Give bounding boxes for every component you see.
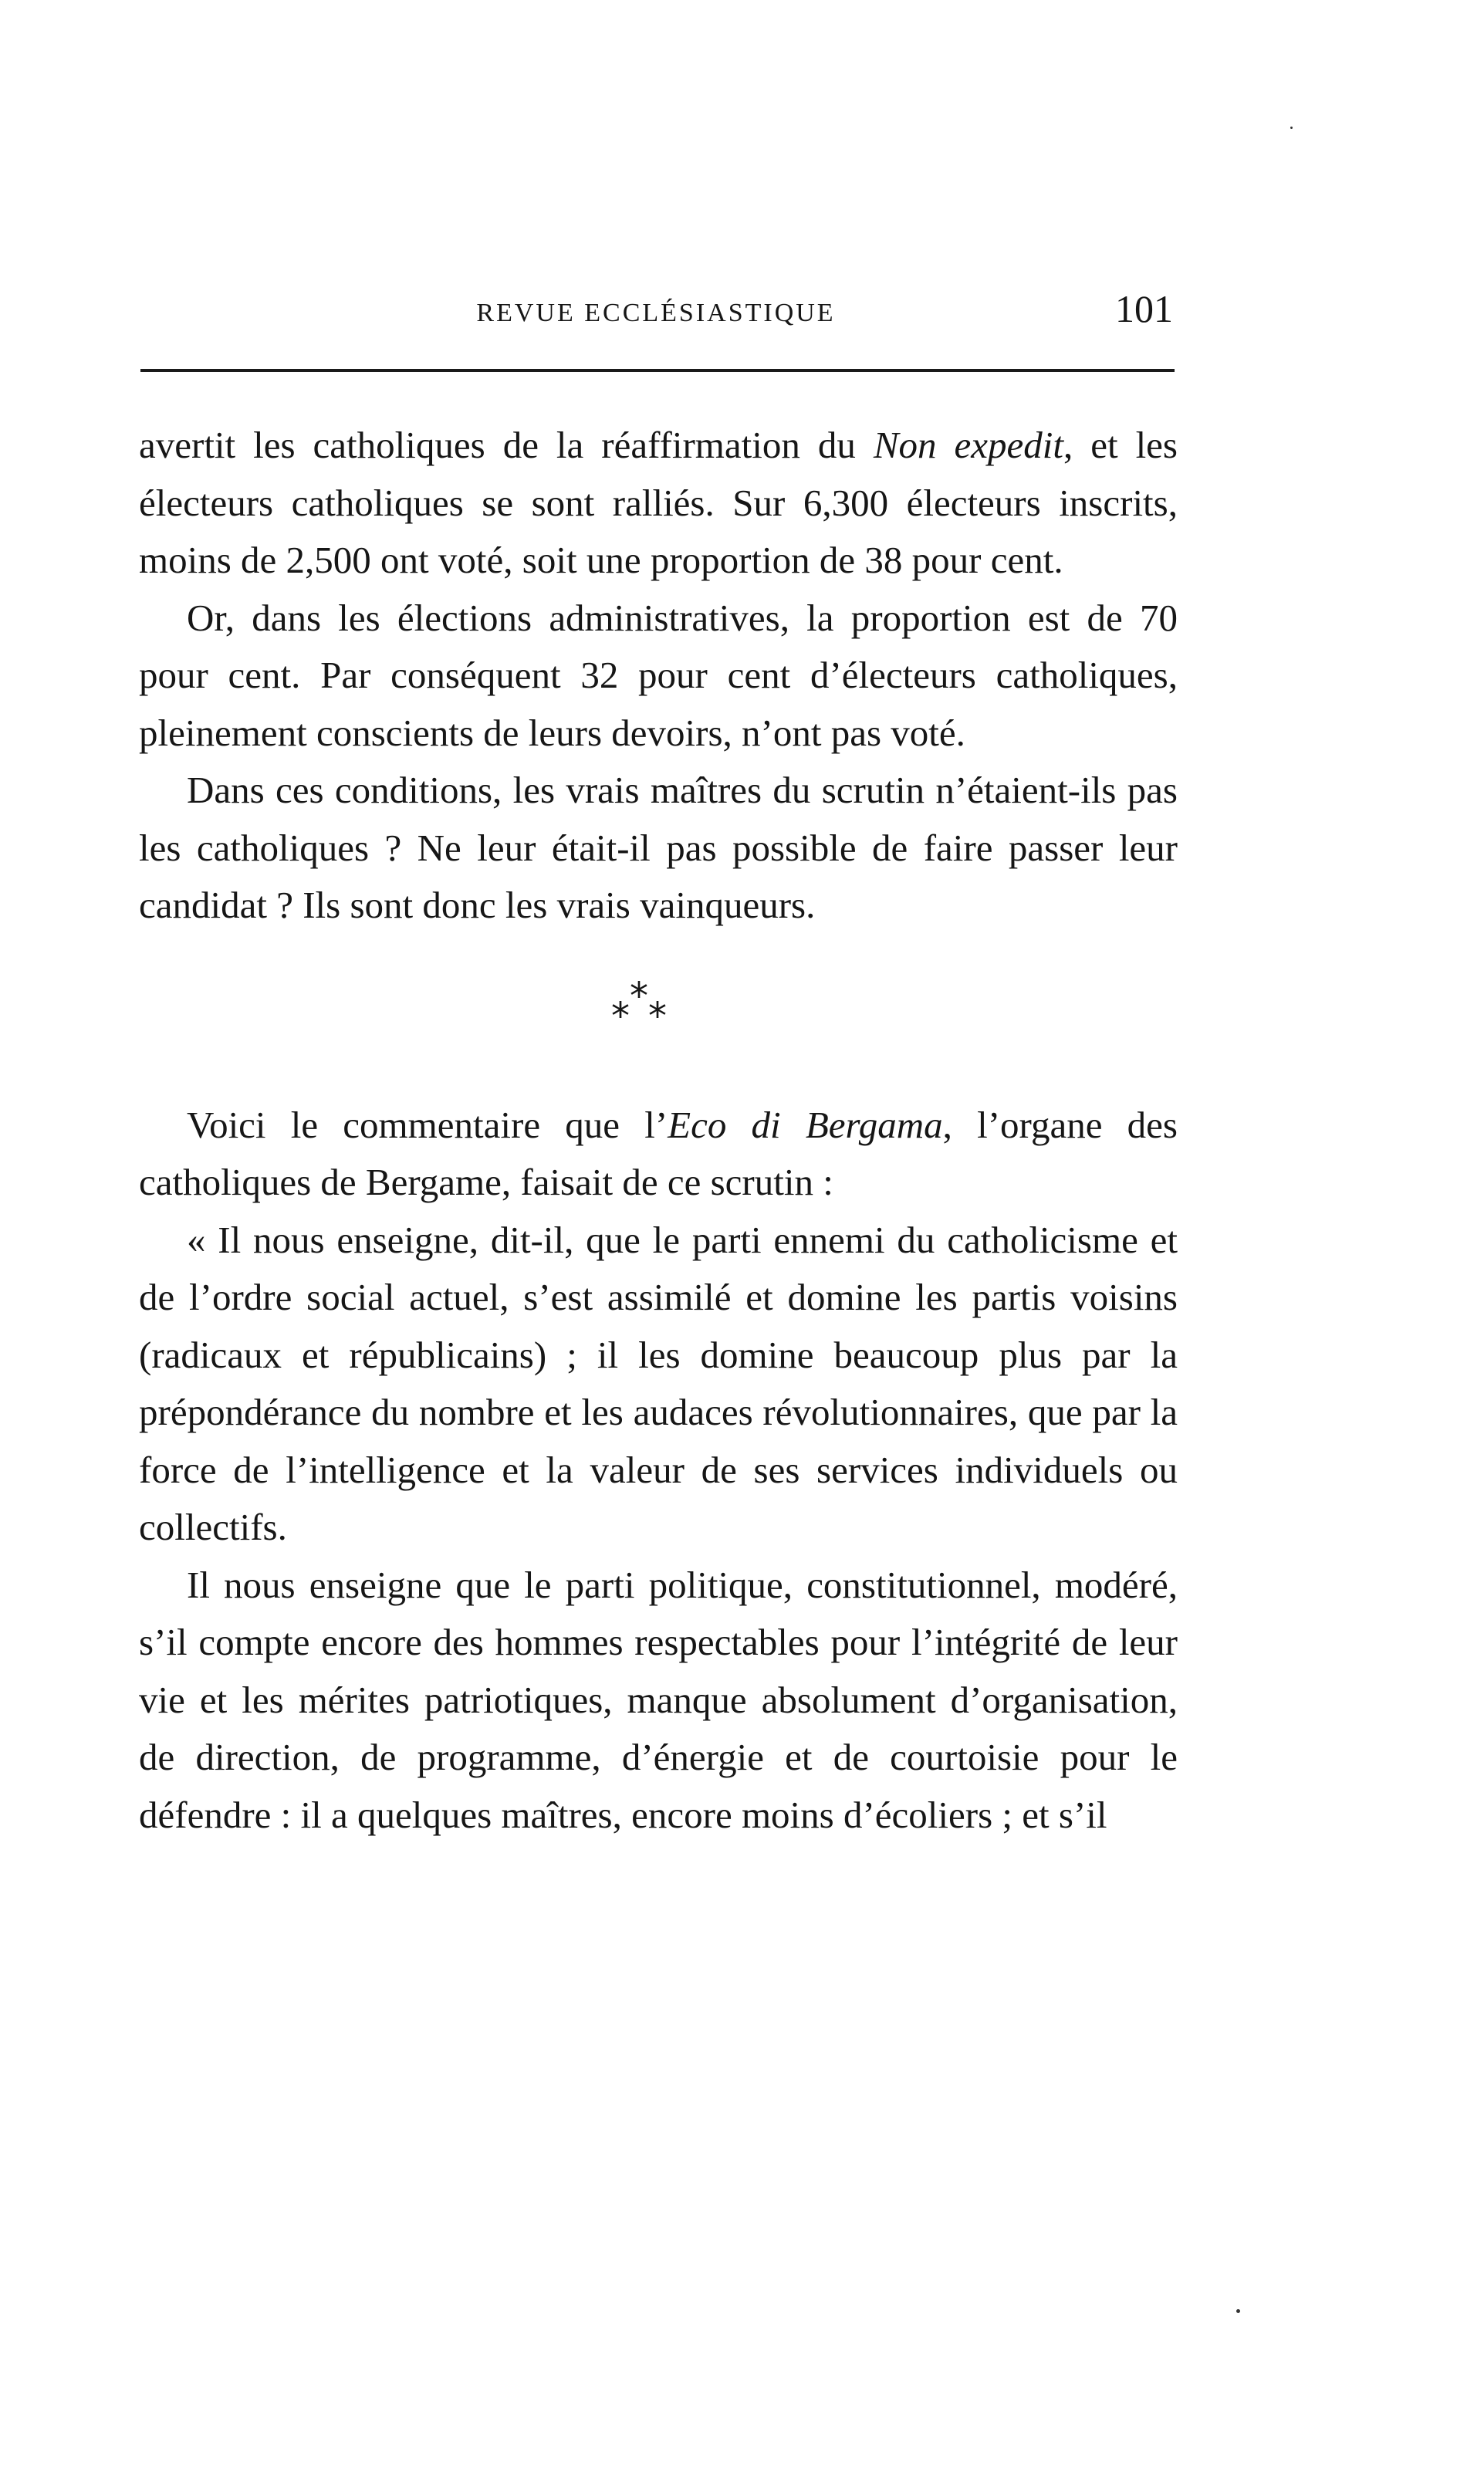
running-title: REVUE ECCLÉSIASTIQUE — [476, 299, 836, 327]
italic-term: Non expedit — [873, 424, 1063, 466]
paragraph-text: Voici le commentaire que l’ — [187, 1103, 668, 1146]
paragraph — [139, 417, 1178, 590]
paragraph: Or, dans les élections administratives, la proportion est de 70 pour cent. Par conséquent 32 pour cent d’électeurs catholiques, pleinement conscients de leurs devoirs, n’ont pas voté. — [139, 596, 1178, 754]
scan-speck — [1290, 127, 1293, 129]
separator-star: * — [611, 994, 630, 1038]
section-separator — [139, 935, 1178, 1097]
paragraph-text: , l’organe des catholiques de Bergame, faisait de ce scrutin : — [139, 1103, 1178, 1203]
italic-term: Eco di Bergama — [668, 1103, 943, 1146]
body-text — [139, 417, 1178, 1844]
page-number: 101 — [1115, 287, 1173, 330]
paragraph — [139, 1097, 1178, 1212]
paragraph-text: avertit les catholiques de la réaffirmation du — [139, 424, 874, 466]
separator-star: * — [630, 974, 648, 1018]
paragraph: Dans ces conditions, les vrais maîtres du scrutin n’étaient-ils pas les catholiques ? Ne leur était-il pas possible de faire passer leur candidat ? Ils sont donc les vrais vainqueurs. — [139, 769, 1178, 926]
separator-star: * — [648, 994, 667, 1038]
quotation-paragraph: « Il nous enseigne, dit-il, que le parti ennemi du catholicisme et de l’ordre social actuel, s’est assimilé et domine les partis voisins (radicaux et républicains) ; il les domine beaucoup plus par la prépondérance du nombre et les audaces révolutionnaires, que par la force de l’intelligence et la valeur de ses services individuels ou collectifs. — [139, 1218, 1178, 1548]
running-head — [139, 287, 1173, 336]
paragraph: Il nous enseigne que le parti politique, constitutionnel, modéré, s’il compte encore des hommes respectables pour l’intégrité de leur vie et les mérites patriotiques, manque absolument d’organisation, de direction, de programme, d’énergie et de courtoisie pour le défendre : il a quelques maîtres, encore moins d’écoliers ; et s’il — [139, 1563, 1178, 1836]
paragraph-text: , et les électeurs catholiques se sont ralliés. Sur 6,300 électeurs inscrits, moins de 2,500 ont voté, soit une proportion de 38 pour cent. — [139, 424, 1178, 581]
scan-speck — [1236, 2309, 1240, 2313]
header-rule — [140, 369, 1175, 372]
